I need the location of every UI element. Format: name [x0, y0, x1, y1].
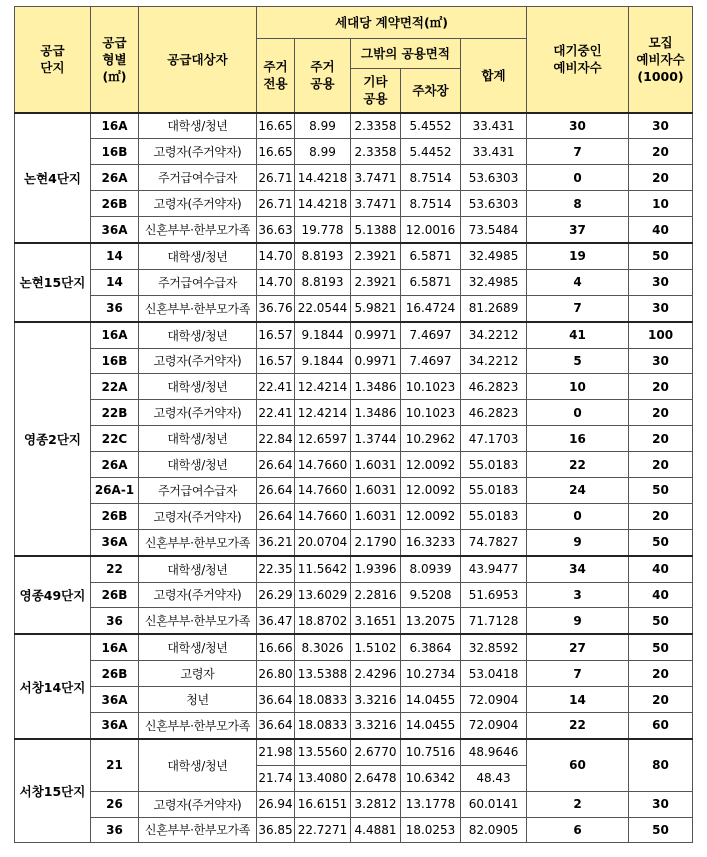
other-common-cell: 3.7471: [351, 191, 401, 217]
parking-cell: 10.7516: [401, 739, 461, 765]
exclusive-cell: 26.64: [257, 503, 295, 529]
table-row: [15, 634, 693, 660]
type-cell: 26A: [91, 165, 139, 191]
type-cell: 16B: [91, 139, 139, 165]
recruit-cell: 30: [629, 295, 693, 321]
target-cell: 주거급여수급자: [139, 269, 257, 295]
parking-cell: 5.4452: [401, 139, 461, 165]
table-row: [15, 687, 693, 713]
target-cell: 고령자(주거약자): [139, 503, 257, 529]
recruit-cell: 20: [629, 687, 693, 713]
recruit-cell: 100: [629, 322, 693, 348]
waiting-cell: 3: [527, 582, 629, 608]
total-cell: 55.0183: [461, 452, 527, 478]
parking-cell: 12.0092: [401, 503, 461, 529]
type-cell: 26: [91, 791, 139, 817]
parking-cell: 14.0455: [401, 712, 461, 738]
recruit-cell: 80: [629, 739, 693, 791]
exclusive-cell: 26.29: [257, 582, 295, 608]
target-cell: 대학생/청년: [139, 739, 257, 791]
total-cell: 48.9646: [461, 739, 527, 765]
waiting-cell: 7: [527, 295, 629, 321]
residential-common-cell: 8.8193: [295, 243, 351, 269]
total-cell: 48.43: [461, 765, 527, 791]
target-cell: 대학생/청년: [139, 243, 257, 269]
target-cell: 대학생/청년: [139, 113, 257, 139]
type-cell: 16A: [91, 634, 139, 660]
other-common-cell: 2.3358: [351, 139, 401, 165]
residential-common-cell: 12.4214: [295, 400, 351, 426]
waiting-cell: 9: [527, 608, 629, 634]
waiting-cell: 34: [527, 556, 629, 582]
waiting-cell: 30: [527, 113, 629, 139]
table-row: [15, 374, 693, 400]
header-waiting: 대기중인 예비자수: [527, 7, 629, 113]
target-cell: 신혼부부·한부모가족: [139, 608, 257, 634]
type-cell: 36A: [91, 529, 139, 555]
header-other-common-group: 그밖의 공용면적: [351, 39, 461, 69]
exclusive-cell: 36.21: [257, 529, 295, 555]
waiting-cell: 9: [527, 529, 629, 555]
residential-common-cell: 14.4218: [295, 191, 351, 217]
exclusive-cell: 26.80: [257, 661, 295, 687]
table-row: [15, 348, 693, 374]
target-cell: 신혼부부·한부모가족: [139, 217, 257, 243]
other-common-cell: 1.3744: [351, 426, 401, 452]
header-complex: 공급 단지: [15, 7, 91, 113]
table-row: [15, 556, 693, 582]
waiting-cell: 5: [527, 348, 629, 374]
waiting-cell: 27: [527, 634, 629, 660]
recruit-cell: 20: [629, 139, 693, 165]
header-total: 합계: [461, 39, 527, 113]
type-cell: 26A-1: [91, 477, 139, 503]
residential-common-cell: 13.5560: [295, 739, 351, 765]
other-common-cell: 2.3358: [351, 113, 401, 139]
total-cell: 71.7128: [461, 608, 527, 634]
total-cell: 55.0183: [461, 503, 527, 529]
target-cell: 대학생/청년: [139, 634, 257, 660]
target-cell: 신혼부부·한부모가족: [139, 712, 257, 738]
parking-cell: 10.2734: [401, 661, 461, 687]
table-row: [15, 582, 693, 608]
residential-common-cell: 18.0833: [295, 712, 351, 738]
target-cell: 고령자(주거약자): [139, 348, 257, 374]
table-row: [15, 243, 693, 269]
parking-cell: 12.0092: [401, 452, 461, 478]
other-common-cell: 2.3921: [351, 243, 401, 269]
recruit-cell: 50: [629, 243, 693, 269]
parking-cell: 7.4697: [401, 348, 461, 374]
type-cell: 26B: [91, 191, 139, 217]
parking-cell: 12.0016: [401, 217, 461, 243]
total-cell: 47.1703: [461, 426, 527, 452]
table-row: [15, 217, 693, 243]
residential-common-cell: 8.8193: [295, 269, 351, 295]
table-row: [15, 426, 693, 452]
exclusive-cell: 16.65: [257, 113, 295, 139]
target-cell: 신혼부부·한부모가족: [139, 295, 257, 321]
target-cell: 대학생/청년: [139, 556, 257, 582]
total-cell: 72.0904: [461, 687, 527, 713]
residential-common-cell: 9.1844: [295, 348, 351, 374]
exclusive-cell: 14.70: [257, 269, 295, 295]
total-cell: 74.7827: [461, 529, 527, 555]
total-cell: 46.2823: [461, 400, 527, 426]
target-cell: 대학생/청년: [139, 322, 257, 348]
residential-common-cell: 8.99: [295, 139, 351, 165]
total-cell: 53.6303: [461, 165, 527, 191]
target-cell: 대학생/청년: [139, 426, 257, 452]
residential-common-cell: 14.4218: [295, 165, 351, 191]
recruit-cell: 30: [629, 113, 693, 139]
total-cell: 53.0418: [461, 661, 527, 687]
exclusive-cell: 26.64: [257, 477, 295, 503]
recruit-cell: 20: [629, 374, 693, 400]
residential-common-cell: 11.5642: [295, 556, 351, 582]
other-common-cell: 2.4296: [351, 661, 401, 687]
table-row: [15, 139, 693, 165]
supply-table-container: [14, 6, 693, 843]
recruit-cell: 20: [629, 503, 693, 529]
table-row: [15, 269, 693, 295]
total-cell: 55.0183: [461, 477, 527, 503]
other-common-cell: 1.6031: [351, 503, 401, 529]
target-cell: 주거급여수급자: [139, 165, 257, 191]
residential-common-cell: 16.6151: [295, 791, 351, 817]
exclusive-cell: 21.74: [257, 765, 295, 791]
residential-common-cell: 9.1844: [295, 322, 351, 348]
exclusive-cell: 16.57: [257, 348, 295, 374]
table-row: [15, 400, 693, 426]
waiting-cell: 0: [527, 400, 629, 426]
table-row: [15, 322, 693, 348]
waiting-cell: 7: [527, 139, 629, 165]
recruit-cell: 50: [629, 477, 693, 503]
recruit-cell: 50: [629, 529, 693, 555]
type-cell: 22C: [91, 426, 139, 452]
type-cell: 22B: [91, 400, 139, 426]
type-cell: 14: [91, 269, 139, 295]
total-cell: 33.431: [461, 139, 527, 165]
parking-cell: 8.7514: [401, 165, 461, 191]
supply-table: [14, 6, 693, 843]
target-cell: 신혼부부·한부모가족: [139, 817, 257, 843]
total-cell: 32.8592: [461, 634, 527, 660]
exclusive-cell: 26.64: [257, 452, 295, 478]
target-cell: 고령자(주거약자): [139, 191, 257, 217]
table-row: [15, 712, 693, 738]
type-cell: 16B: [91, 348, 139, 374]
type-cell: 36: [91, 608, 139, 634]
type-cell: 22: [91, 556, 139, 582]
target-cell: 고령자(주거약자): [139, 139, 257, 165]
target-cell: 고령자(주거약자): [139, 791, 257, 817]
table-header: [15, 7, 693, 113]
type-cell: 36A: [91, 217, 139, 243]
exclusive-cell: 22.41: [257, 400, 295, 426]
exclusive-cell: 22.41: [257, 374, 295, 400]
residential-common-cell: 8.3026: [295, 634, 351, 660]
residential-common-cell: 13.6029: [295, 582, 351, 608]
parking-cell: 10.6342: [401, 765, 461, 791]
recruit-cell: 20: [629, 400, 693, 426]
total-cell: 81.2689: [461, 295, 527, 321]
type-cell: 26B: [91, 582, 139, 608]
recruit-cell: 50: [629, 817, 693, 843]
header-target: 공급대상자: [139, 7, 257, 113]
parking-cell: 13.1778: [401, 791, 461, 817]
residential-common-cell: 22.7271: [295, 817, 351, 843]
header-exclusive: 주거 전용: [257, 39, 295, 113]
type-cell: 36A: [91, 712, 139, 738]
exclusive-cell: 26.94: [257, 791, 295, 817]
parking-cell: 8.0939: [401, 556, 461, 582]
type-cell: 16A: [91, 113, 139, 139]
complex-name-cell: 영종2단지: [15, 322, 91, 556]
total-cell: 34.2212: [461, 322, 527, 348]
parking-cell: 6.3864: [401, 634, 461, 660]
residential-common-cell: 13.4080: [295, 765, 351, 791]
waiting-cell: 7: [527, 661, 629, 687]
type-cell: 14: [91, 243, 139, 269]
parking-cell: 6.5871: [401, 269, 461, 295]
parking-cell: 5.4552: [401, 113, 461, 139]
exclusive-cell: 16.65: [257, 139, 295, 165]
exclusive-cell: 21.98: [257, 739, 295, 765]
total-cell: 46.2823: [461, 374, 527, 400]
header-other-common: 기타 공용: [351, 69, 401, 113]
table-row: [15, 477, 693, 503]
total-cell: 33.431: [461, 113, 527, 139]
target-cell: 주거급여수급자: [139, 477, 257, 503]
parking-cell: 10.1023: [401, 400, 461, 426]
waiting-cell: 24: [527, 477, 629, 503]
residential-common-cell: 18.0833: [295, 687, 351, 713]
total-cell: 43.9477: [461, 556, 527, 582]
parking-cell: 18.0253: [401, 817, 461, 843]
waiting-cell: 2: [527, 791, 629, 817]
other-common-cell: 2.2816: [351, 582, 401, 608]
other-common-cell: 0.9971: [351, 322, 401, 348]
target-cell: 고령자(주거약자): [139, 582, 257, 608]
total-cell: 32.4985: [461, 269, 527, 295]
recruit-cell: 30: [629, 791, 693, 817]
table-row: [15, 661, 693, 687]
other-common-cell: 1.9396: [351, 556, 401, 582]
type-cell: 26B: [91, 661, 139, 687]
waiting-cell: 60: [527, 739, 629, 791]
complex-name-cell: 논현15단지: [15, 243, 91, 322]
target-cell: 고령자(주거약자): [139, 400, 257, 426]
type-cell: 16A: [91, 322, 139, 348]
parking-cell: 13.2075: [401, 608, 461, 634]
recruit-cell: 60: [629, 712, 693, 738]
other-common-cell: 3.7471: [351, 165, 401, 191]
recruit-cell: 30: [629, 348, 693, 374]
table-row: [15, 503, 693, 529]
table-body: [15, 113, 693, 843]
waiting-cell: 8: [527, 191, 629, 217]
header-type: 공급 형별 (㎡): [91, 7, 139, 113]
waiting-cell: 14: [527, 687, 629, 713]
exclusive-cell: 16.57: [257, 322, 295, 348]
waiting-cell: 10: [527, 374, 629, 400]
type-cell: 36: [91, 295, 139, 321]
type-cell: 22A: [91, 374, 139, 400]
table-row: [15, 165, 693, 191]
recruit-cell: 10: [629, 191, 693, 217]
residential-common-cell: 22.0544: [295, 295, 351, 321]
header-recruit: 모집 예비자수 (1000): [629, 7, 693, 113]
parking-cell: 16.3233: [401, 529, 461, 555]
recruit-cell: 30: [629, 269, 693, 295]
other-common-cell: 3.2812: [351, 791, 401, 817]
residential-common-cell: 14.7660: [295, 503, 351, 529]
target-cell: 신혼부부·한부모가족: [139, 529, 257, 555]
residential-common-cell: 12.4214: [295, 374, 351, 400]
recruit-cell: 50: [629, 608, 693, 634]
table-row: [15, 608, 693, 634]
exclusive-cell: 22.84: [257, 426, 295, 452]
other-common-cell: 2.3921: [351, 269, 401, 295]
exclusive-cell: 22.35: [257, 556, 295, 582]
table-row: [15, 817, 693, 843]
other-common-cell: 3.3216: [351, 712, 401, 738]
type-cell: 26B: [91, 503, 139, 529]
other-common-cell: 1.3486: [351, 374, 401, 400]
table-row: [15, 791, 693, 817]
recruit-cell: 50: [629, 634, 693, 660]
waiting-cell: 6: [527, 817, 629, 843]
recruit-cell: 40: [629, 556, 693, 582]
other-common-cell: 1.6031: [351, 452, 401, 478]
exclusive-cell: 36.63: [257, 217, 295, 243]
recruit-cell: 40: [629, 217, 693, 243]
parking-cell: 8.7514: [401, 191, 461, 217]
residential-common-cell: 12.6597: [295, 426, 351, 452]
recruit-cell: 20: [629, 426, 693, 452]
residential-common-cell: 8.99: [295, 113, 351, 139]
total-cell: 60.0141: [461, 791, 527, 817]
exclusive-cell: 36.76: [257, 295, 295, 321]
type-cell: 36A: [91, 687, 139, 713]
other-common-cell: 2.6478: [351, 765, 401, 791]
parking-cell: 14.0455: [401, 687, 461, 713]
total-cell: 73.5484: [461, 217, 527, 243]
table-row: [15, 113, 693, 139]
exclusive-cell: 36.47: [257, 608, 295, 634]
parking-cell: 6.5871: [401, 243, 461, 269]
other-common-cell: 2.6770: [351, 739, 401, 765]
complex-name-cell: 영종49단지: [15, 556, 91, 635]
table-row: [15, 529, 693, 555]
waiting-cell: 19: [527, 243, 629, 269]
other-common-cell: 3.3216: [351, 687, 401, 713]
other-common-cell: 5.9821: [351, 295, 401, 321]
parking-cell: 12.0092: [401, 477, 461, 503]
table-row: [15, 191, 693, 217]
target-cell: 청년: [139, 687, 257, 713]
waiting-cell: 41: [527, 322, 629, 348]
exclusive-cell: 36.64: [257, 687, 295, 713]
exclusive-cell: 14.70: [257, 243, 295, 269]
residential-common-cell: 14.7660: [295, 452, 351, 478]
residential-common-cell: 14.7660: [295, 477, 351, 503]
recruit-cell: 40: [629, 582, 693, 608]
total-cell: 53.6303: [461, 191, 527, 217]
other-common-cell: 1.6031: [351, 477, 401, 503]
exclusive-cell: 26.71: [257, 191, 295, 217]
waiting-cell: 22: [527, 452, 629, 478]
target-cell: 고령자: [139, 661, 257, 687]
waiting-cell: 4: [527, 269, 629, 295]
target-cell: 대학생/청년: [139, 374, 257, 400]
parking-cell: 10.1023: [401, 374, 461, 400]
total-cell: 82.0905: [461, 817, 527, 843]
recruit-cell: 20: [629, 452, 693, 478]
header-residential-common: 주거 공용: [295, 39, 351, 113]
residential-common-cell: 13.5388: [295, 661, 351, 687]
type-cell: 21: [91, 739, 139, 791]
exclusive-cell: 26.71: [257, 165, 295, 191]
recruit-cell: 20: [629, 661, 693, 687]
parking-cell: 16.4724: [401, 295, 461, 321]
other-common-cell: 2.1790: [351, 529, 401, 555]
target-cell: 대학생/청년: [139, 452, 257, 478]
parking-cell: 9.5208: [401, 582, 461, 608]
header-area-group: 세대당 계약면적(㎡): [257, 7, 527, 39]
waiting-cell: 37: [527, 217, 629, 243]
total-cell: 51.6953: [461, 582, 527, 608]
waiting-cell: 0: [527, 503, 629, 529]
total-cell: 72.0904: [461, 712, 527, 738]
complex-name-cell: 서창15단지: [15, 739, 91, 843]
type-cell: 36: [91, 817, 139, 843]
waiting-cell: 16: [527, 426, 629, 452]
table-row: [15, 739, 693, 765]
header-parking: 주차장: [401, 69, 461, 113]
waiting-cell: 0: [527, 165, 629, 191]
exclusive-cell: 16.66: [257, 634, 295, 660]
parking-cell: 7.4697: [401, 322, 461, 348]
waiting-cell: 22: [527, 712, 629, 738]
total-cell: 34.2212: [461, 348, 527, 374]
table-row: [15, 452, 693, 478]
type-cell: 26A: [91, 452, 139, 478]
recruit-cell: 20: [629, 165, 693, 191]
residential-common-cell: 20.0704: [295, 529, 351, 555]
residential-common-cell: 18.8702: [295, 608, 351, 634]
other-common-cell: 1.3486: [351, 400, 401, 426]
other-common-cell: 4.4881: [351, 817, 401, 843]
complex-name-cell: 논현4단지: [15, 113, 91, 243]
residential-common-cell: 19.778: [295, 217, 351, 243]
total-cell: 32.4985: [461, 243, 527, 269]
other-common-cell: 1.5102: [351, 634, 401, 660]
exclusive-cell: 36.64: [257, 712, 295, 738]
other-common-cell: 0.9971: [351, 348, 401, 374]
other-common-cell: 5.1388: [351, 217, 401, 243]
complex-name-cell: 서창14단지: [15, 634, 91, 739]
other-common-cell: 3.1651: [351, 608, 401, 634]
parking-cell: 10.2962: [401, 426, 461, 452]
table-row: [15, 295, 693, 321]
exclusive-cell: 36.85: [257, 817, 295, 843]
